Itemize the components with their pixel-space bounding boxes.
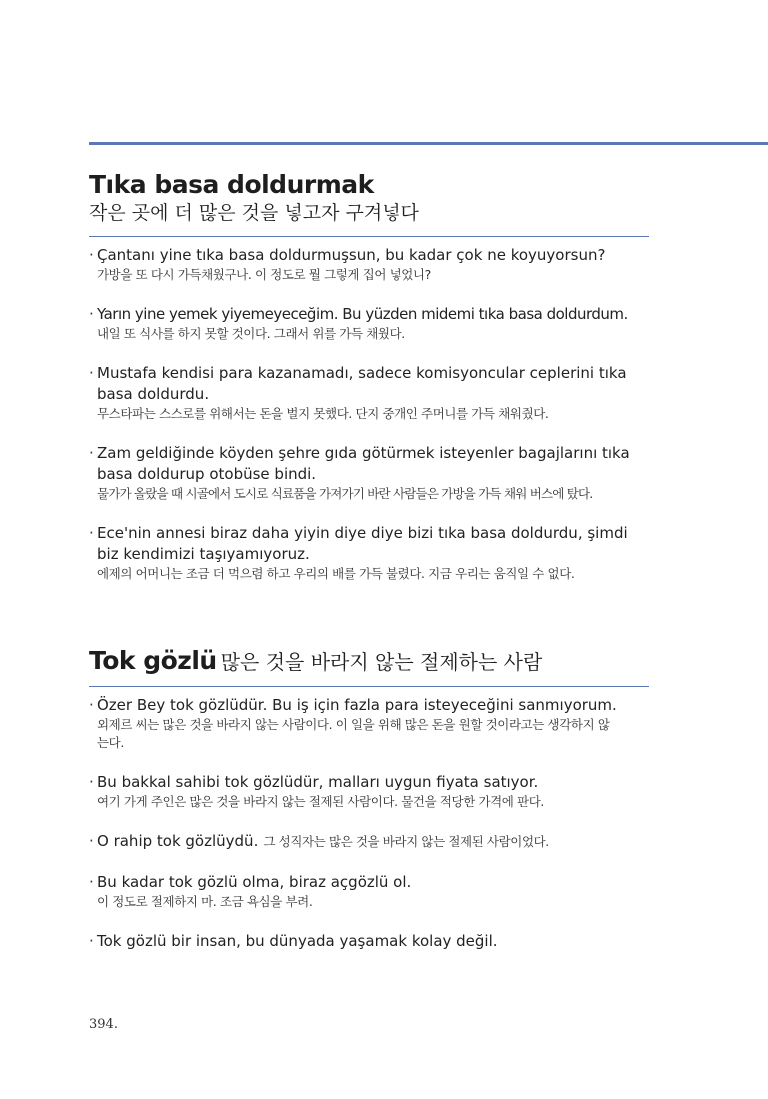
example-korean: 외제르 씨는 많은 것을 바라지 않는 사람이다. 이 일을 위해 많은 돈을 원할 것이라고는 생각하지 않는다. [97,717,610,750]
example-turkish: Mustafa kendisi para kazanamadı, sadece komisyoncular ceplerini tıka basa doldurdu. [97,364,627,403]
entry-tok-gozlu [89,646,649,972]
bullet-icon: · [89,305,94,323]
example-turkish: O rahip tok gözlüydü. [97,832,259,850]
example-item [89,523,649,583]
bullet-icon: · [89,773,94,791]
example-korean: 무스타파는 스스로를 위해서는 돈을 벌지 못했다. 단지 중개인 주머니를 가득 채워줬다. [97,406,549,421]
bullet-icon: · [89,873,94,891]
example-turkish: Ece'nin annesi biraz daha yiyin diye diye bizi tıka basa doldurdu, şimdi biz kendimizi taşıyamıyoruz. [97,524,628,563]
bullet-icon: · [89,696,94,714]
bullet-icon: · [89,364,94,382]
example-item [89,872,649,911]
example-turkish: Zam geldiğinde köyden şehre gıda götürmek isteyenler bagajlarını tıka basa doldurup otobüse bindi. [97,444,630,483]
example-korean: 가방을 또 다시 가득채웠구나. 이 정도로 뭘 그렇게 집어 넣었니? [97,267,431,282]
example-turkish: Bu kadar tok gözlü olma, biraz açgözlü ol. [97,873,412,891]
example-item [89,245,649,284]
example-korean: 이 정도로 절제하지 마. 조금 욕심을 부려. [97,894,313,909]
entry-meaning: 많은 것을 바라지 않는 절제하는 사람 [220,650,543,674]
section-divider [89,686,649,687]
bullet-icon: · [89,832,94,850]
example-turkish: Tok gözlü bir insan, bu dünyada yaşamak kolay değil. [97,932,498,950]
example-item [89,443,649,503]
example-item [89,304,649,343]
entry-term: Tok gözlü [89,646,217,675]
example-turkish: Çantanı yine tıka basa doldurmuşsun, bu kadar çok ne koyuyorsun? [97,246,606,264]
example-korean: 에제의 어머니는 조금 더 먹으렴 하고 우리의 배를 가득 불렸다. 지금 우리는 움직일 수 없다. [97,566,575,581]
top-rule [89,142,768,145]
example-item [89,772,649,811]
entry-meaning: 작은 곳에 더 많은 것을 넣고자 구겨넣다 [89,202,419,224]
example-item [89,831,649,852]
bullet-icon: · [89,524,94,542]
example-korean: 내일 또 식사를 하지 못할 것이다. 그래서 위를 가득 채웠다. [97,326,405,341]
entry-term: Tıka basa doldurmak [89,170,374,199]
example-item [89,695,649,752]
example-korean: 그 성직자는 많은 것을 바라지 않는 절제된 사람이었다. [263,834,549,849]
example-turkish: Bu bakkal sahibi tok gözlüdür, malları uygun fiyata satıyor. [97,773,539,791]
example-korean: 물가가 올랐을 때 시골에서 도시로 식료품을 가져가기 바란 사람들은 가방을 가득 채워 버스에 탔다. [97,486,593,501]
example-item [89,363,649,423]
example-korean: 여기 가게 주인은 많은 것을 바라지 않는 절제된 사람이다. 물건을 적당한 가격에 판다. [97,794,544,809]
bullet-icon: · [89,246,94,264]
section-divider [89,236,649,237]
example-turkish: Yarın yine yemek yiyemeyeceğim. Bu yüzden midemi tıka basa doldurdum. [97,305,628,323]
entry-tika-basa-doldurmak [89,170,649,603]
bullet-icon: · [89,444,94,462]
bullet-icon: · [89,932,94,950]
example-item [89,931,649,952]
example-turkish: Özer Bey tok gözlüdür. Bu iş için fazla para isteyeceğini sanmıyorum. [97,696,617,714]
page-number: 394. [89,1017,118,1032]
